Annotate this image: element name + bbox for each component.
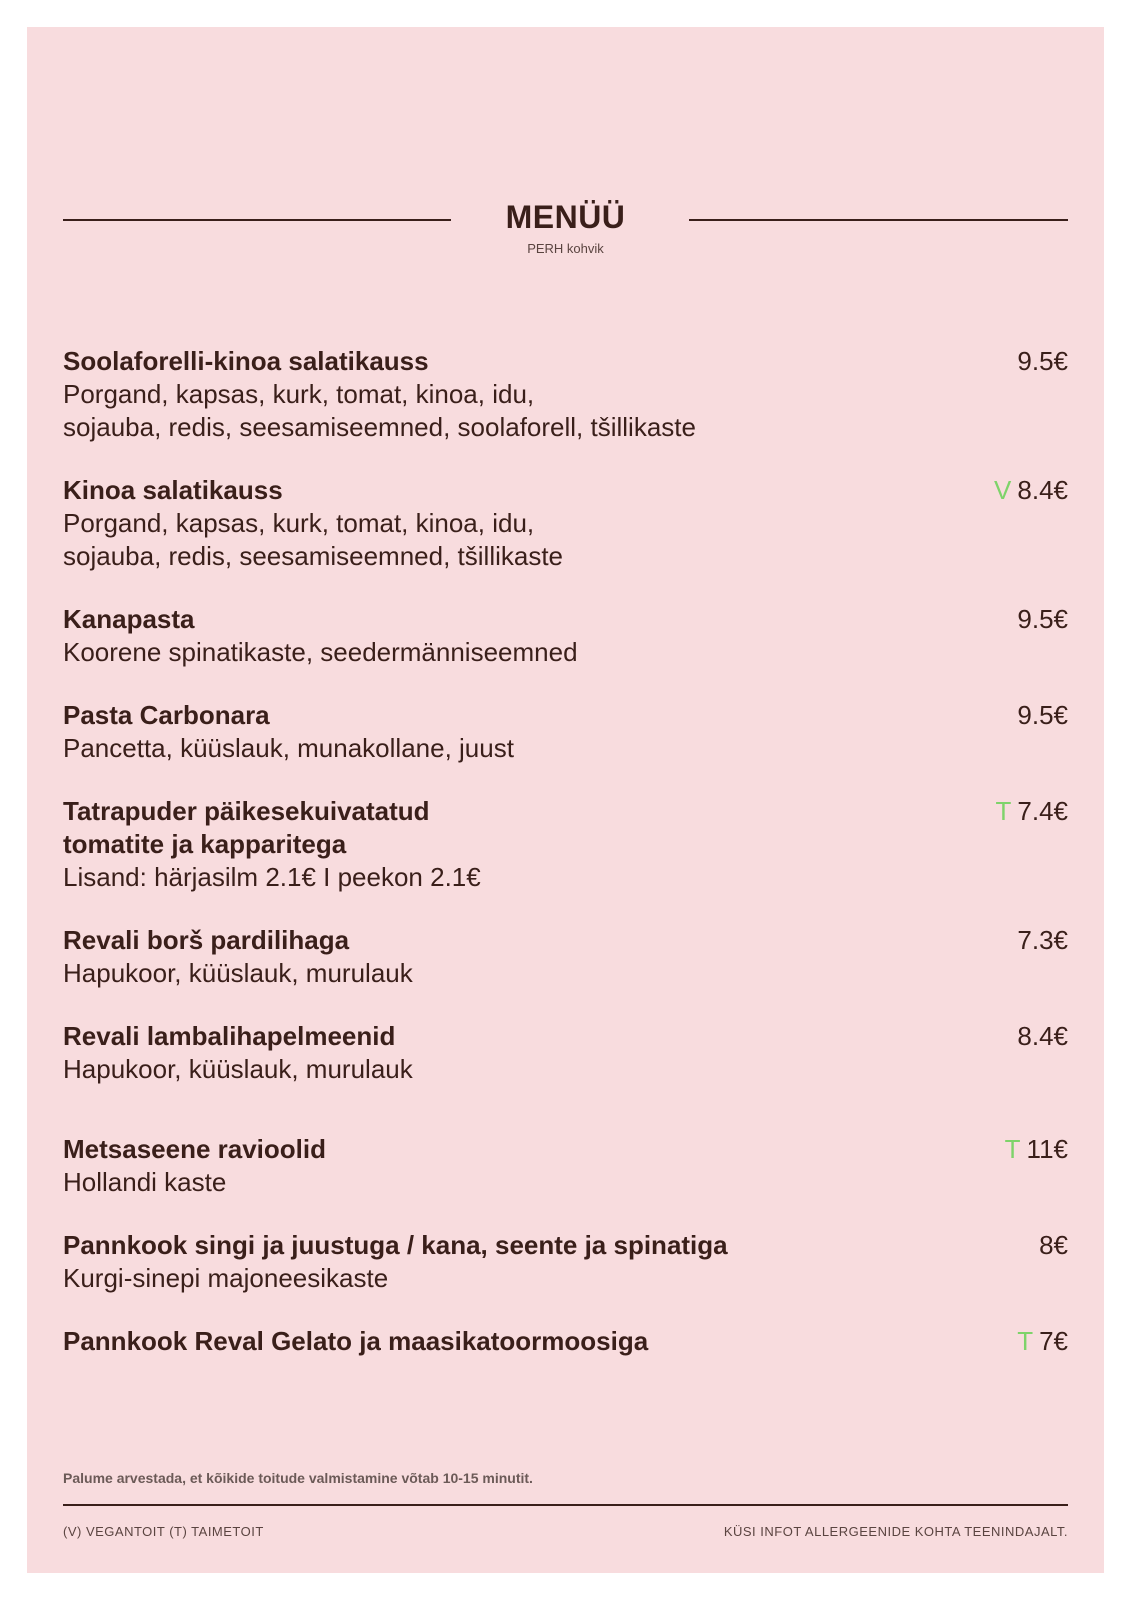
- menu-item-price-group: [1017, 345, 1068, 378]
- menu-item: [63, 603, 1068, 669]
- menu-item-price-group: [1005, 1133, 1068, 1166]
- allergen-note: KÜSI INFOT ALLERGEENIDE KOHTA TEENINDAJALT.: [723, 1524, 1068, 1539]
- menu-item-price-group: [1017, 603, 1068, 636]
- vegetarian-tag: T: [1017, 1326, 1034, 1356]
- menu-item-price: 8.4€: [1017, 1021, 1068, 1051]
- menu-item-name: Revali lambalihapelmeenid: [63, 1021, 396, 1051]
- menu-item-name: Pannkook Reval Gelato ja maasikatoormoosiga: [63, 1326, 649, 1356]
- menu-item-price-group: [996, 795, 1069, 828]
- menu-item-name: Kinoa salatikauss: [63, 475, 283, 505]
- menu-item-price: 9.5€: [1017, 604, 1068, 634]
- menu-item-description: Porgand, kapsas, kurk, tomat, kinoa, idu,: [63, 379, 535, 409]
- menu-item-description: Hapukoor, küüslauk, murulauk: [63, 958, 413, 988]
- menu-item-price: 8.4€: [1017, 475, 1068, 505]
- menu-item-name-line2: tomatite ja kapparitega: [63, 829, 347, 859]
- vegetarian-tag: T: [1004, 1134, 1021, 1164]
- page-subtitle: PERH kohvik: [527, 241, 604, 256]
- menu-item-price-group: [1017, 1020, 1068, 1053]
- menu-item-description: Koorene spinatikaste, seedermänniseemned: [63, 637, 578, 667]
- menu-item-price: 9.5€: [1017, 700, 1068, 730]
- menu-item-price: 7.4€: [1017, 796, 1068, 826]
- menu-item: [63, 1020, 1068, 1086]
- preparation-note: Palume arvestada, et kõikide toitude valmistamine võtab 10-15 minutit.: [63, 1470, 533, 1486]
- menu-item-description: Lisand: härjasilm 2.1€ I peekon 2.1€: [63, 862, 481, 892]
- menu-item: [63, 924, 1068, 990]
- menu-item-price-group: [1039, 1229, 1068, 1262]
- menu-item-price: 11€: [1026, 1134, 1068, 1164]
- menu-item-description: Porgand, kapsas, kurk, tomat, kinoa, idu,: [63, 508, 535, 538]
- menu-item: [63, 345, 1068, 444]
- menu-page: [27, 27, 1104, 1573]
- menu-item-price-group: [994, 474, 1068, 507]
- menu-item-price-group: [1017, 1325, 1068, 1358]
- menu-item-name: Metsaseene ravioolid: [63, 1134, 326, 1164]
- menu-item-description: Pancetta, küüslauk, munakollane, juust: [63, 733, 514, 763]
- menu-item: [63, 795, 1068, 894]
- menu-item: [63, 699, 1068, 765]
- menu-item-name: Soolaforelli-kinoa salatikauss: [63, 346, 429, 376]
- menu-item-description: sojauba, redis, seesamiseemned, tšillikaste: [63, 541, 564, 571]
- menu-item-price-group: [1017, 699, 1068, 732]
- menu-item: [63, 1325, 1068, 1358]
- menu-item: [63, 474, 1068, 573]
- menu-item-name: Pannkook singi ja juustuga / kana, seente ja spinatiga: [63, 1230, 728, 1260]
- menu-item-description: Kurgi-sinepi majoneesikaste: [63, 1263, 389, 1293]
- diet-legend: (V) VEGANTOIT (T) TAIMETOIT: [63, 1524, 264, 1539]
- page-title: MENÜÜ: [505, 199, 626, 235]
- menu-item: [63, 1229, 1068, 1295]
- menu-item-name: Tatrapuder päikesekuivatatud: [63, 796, 430, 826]
- menu-item-price-group: [1017, 924, 1068, 957]
- vegan-tag: V: [994, 475, 1012, 505]
- menu-item-description: Hollandi kaste: [63, 1167, 227, 1197]
- menu-item: [63, 1133, 1068, 1199]
- menu-item-price: 7.3€: [1017, 925, 1068, 955]
- menu-item-name: Kanapasta: [63, 604, 195, 634]
- footer-divider: [63, 1504, 1068, 1506]
- menu-item-name: Pasta Carbonara: [63, 700, 270, 730]
- menu-item-description: Hapukoor, küüslauk, murulauk: [63, 1054, 413, 1084]
- menu-item-price: 8€: [1039, 1230, 1068, 1260]
- vegetarian-tag: T: [995, 796, 1012, 826]
- menu-item-price: 7€: [1039, 1326, 1068, 1356]
- menu-item-description: sojauba, redis, seesamiseemned, soolaforell, tšillikaste: [63, 412, 696, 442]
- menu-item-name: Revali borš pardilihaga: [63, 925, 350, 955]
- menu-item-price: 9.5€: [1017, 346, 1068, 376]
